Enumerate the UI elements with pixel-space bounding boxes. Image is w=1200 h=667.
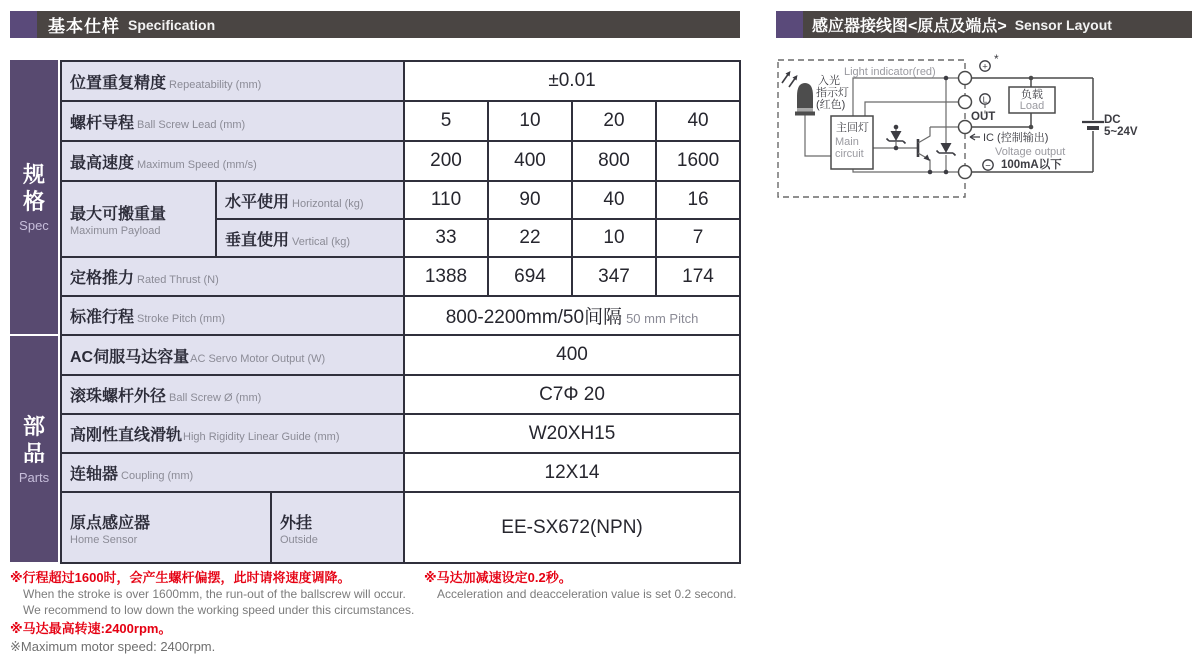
coupling-value: 12X14 [404,453,740,492]
payload-vertical-value: 10 [572,219,656,257]
sidebar-parts-char: 部 [22,414,45,439]
speed-label: 最高速度 Maximum Speed (mm/s) [61,141,404,181]
led-icon [797,83,813,108]
repeatability-label: 位置重复精度 Repeatability (mm) [61,61,404,101]
current-limit-label: 100mA以下 [1001,159,1062,171]
row-linear-guide [61,414,740,453]
wire-internal-l [865,102,959,116]
minus-symbol-text: − [985,160,991,172]
note-stroke-en2: We recommend to low down the working speed under this circumstances. [23,603,415,617]
speed-value: 800 [572,141,656,181]
sensor-mount-label: 外挂 Outside [271,492,404,563]
specification-title-zh: 基本仕样 [48,17,120,36]
transistor-collector [918,127,930,143]
header-accent-square [10,11,37,38]
row-ball-screw-lead [61,101,740,141]
row-servo-output [61,335,740,375]
lead-value: 10 [488,101,572,141]
payload-horizontal-value: 40 [572,181,656,219]
row-repeatability [61,61,740,101]
out-label: OUT [971,111,996,123]
junction-dot [1029,125,1034,130]
ballscrew-label: 滚珠螺杆外径 Ball Screw Ø (mm) [61,375,404,414]
thrust-value: 694 [488,257,572,296]
lead-label: 螺杆导程 Ball Screw Lead (mm) [61,101,404,141]
ic-arrow-icon [970,134,980,140]
lead-value: 20 [572,101,656,141]
sensor-layout-header [776,11,1192,38]
speed-value: 400 [488,141,572,181]
guide-value: W20XH15 [404,414,740,453]
junction-dot [894,125,899,130]
junction-dot [894,146,899,151]
lead-value: 5 [404,101,488,141]
plus-symbol-text: + [982,61,988,73]
coupling-label: 连轴器 Coupling (mm) [61,453,404,492]
sensor-wiring-diagram [776,52,1200,204]
main-circuit-zh: 主回灯 [836,122,869,134]
payload-vertical-label: 垂直使用 Vertical (kg) [216,219,404,257]
payload-vertical-value: 7 [656,219,740,257]
motor-label: AC伺服马达容量AC Servo Motor Output (W) [61,335,404,375]
row-ball-screw-dia [61,375,740,414]
sensor-label: 原点感应器 Home Sensor [61,492,271,563]
payload-vertical-value: 33 [404,219,488,257]
note-motor-speed-en: ※Maximum motor speed: 2400rpm. [10,639,216,654]
lead-value: 40 [656,101,740,141]
header-accent-square [776,11,803,38]
l-symbol-text: L [982,94,988,105]
speed-value: 200 [404,141,488,181]
note-accel-en: Acceleration and deacceleration value is set 0.2 second. [437,587,737,601]
row-payload-horizontal [61,181,740,219]
ballscrew-value: C7Φ 20 [404,375,740,414]
repeatability-value: ±0.01 [404,61,740,101]
terminal-out-icon [959,121,972,134]
ic-label: IC (控制输出) [983,132,1049,144]
wire-led [805,116,831,157]
note-accel-red: ※马达加减速设定0.2秒。 [424,570,572,585]
sidebar-parts-char: 品 [22,441,45,466]
junction-dot [1029,76,1034,81]
dc-range-label: 5~24V [1104,126,1138,138]
row-coupling [61,453,740,492]
row-home-sensor [61,492,740,563]
led-base [795,112,815,116]
thrust-value: 347 [572,257,656,296]
payload-horizontal-value: 16 [656,181,740,219]
zener-diode-icon [891,131,902,141]
row-stroke [61,296,740,335]
payload-horizontal-value: 110 [404,181,488,219]
terminal-minus-icon [959,166,972,179]
dc-label: DC [1104,114,1121,126]
payload-label: 最大可搬重量 Maximum Payload [61,181,216,257]
transistor-emitter [918,153,930,172]
sidebar-parts [10,336,58,562]
specification-title-en: Specification [128,16,216,33]
stroke-value: 800-2200mm/50间隔 50 mm Pitch [404,296,740,335]
thrust-label: 定格推力 Rated Thrust (N) [61,257,404,296]
sensor-value: EE-SX672(NPN) [404,492,740,563]
sensor-diagram-svg [776,52,1200,204]
terminal-plus-icon [959,72,972,85]
speed-value: 1600 [656,141,740,181]
thrust-value: 1388 [404,257,488,296]
sidebar-spec-char: 规 [22,162,45,187]
main-circuit-en: Main [835,136,859,148]
stroke-label: 标准行程 Stroke Pitch (mm) [61,296,404,335]
voltage-output-label: Voltage output [995,146,1066,158]
wire-internal-plus [853,78,959,116]
spec-table [60,60,741,564]
thrust-value: 174 [656,257,740,296]
incident-light-label: 入光 [818,75,840,87]
emitter-arrow [924,155,931,162]
notes-left [10,569,420,655]
note-stroke-red: ※行程超过1600时，会产生螺杆偏摆，此时请将速度调降。 [10,570,351,585]
sensor-layout-title-en: Sensor Layout [1014,16,1112,33]
light-indicator-label: Light indicator(red) [844,66,936,78]
sidebar-spec-en: Spec [19,218,49,233]
indicator-red-label: (红色) [816,99,846,111]
specification-header [10,11,740,38]
note-stroke-en1: When the stroke is over 1600mm, the run-out of the ballscrew will occur. [23,587,406,601]
notes-right [424,569,754,602]
terminal-l-icon [959,96,972,109]
sidebar-spec [10,60,58,334]
row-max-speed [61,141,740,181]
main-circuit-en: circuit [835,148,864,160]
junction-dot [944,76,949,81]
star-mark: * [994,52,999,66]
indicator-label: 指示灯 [816,87,849,99]
load-label-en: Load [1019,100,1045,112]
payload-horizontal-value: 90 [488,181,572,219]
guide-label: 高刚性直线滑轨High Rigidity Linear Guide (mm) [61,414,404,453]
junction-dot [928,170,933,175]
note-motor-speed-red: ※马达最高转速:2400rpm。 [10,621,172,636]
junction-dot [944,170,949,175]
sidebar-parts-en: Parts [18,470,50,485]
payload-horizontal-label: 水平使用 Horizontal (kg) [216,181,404,219]
sensor-layout-title-zh: 感应器接线图<原点及端点> [812,18,1007,35]
payload-vertical-value: 22 [488,219,572,257]
led-band [797,108,813,112]
load-label-zh: 负载 [1021,89,1043,101]
row-rated-thrust [61,257,740,296]
motor-value: 400 [404,335,740,375]
zener-diode-icon [941,143,952,153]
sidebar-spec-char: 格 [22,189,45,214]
